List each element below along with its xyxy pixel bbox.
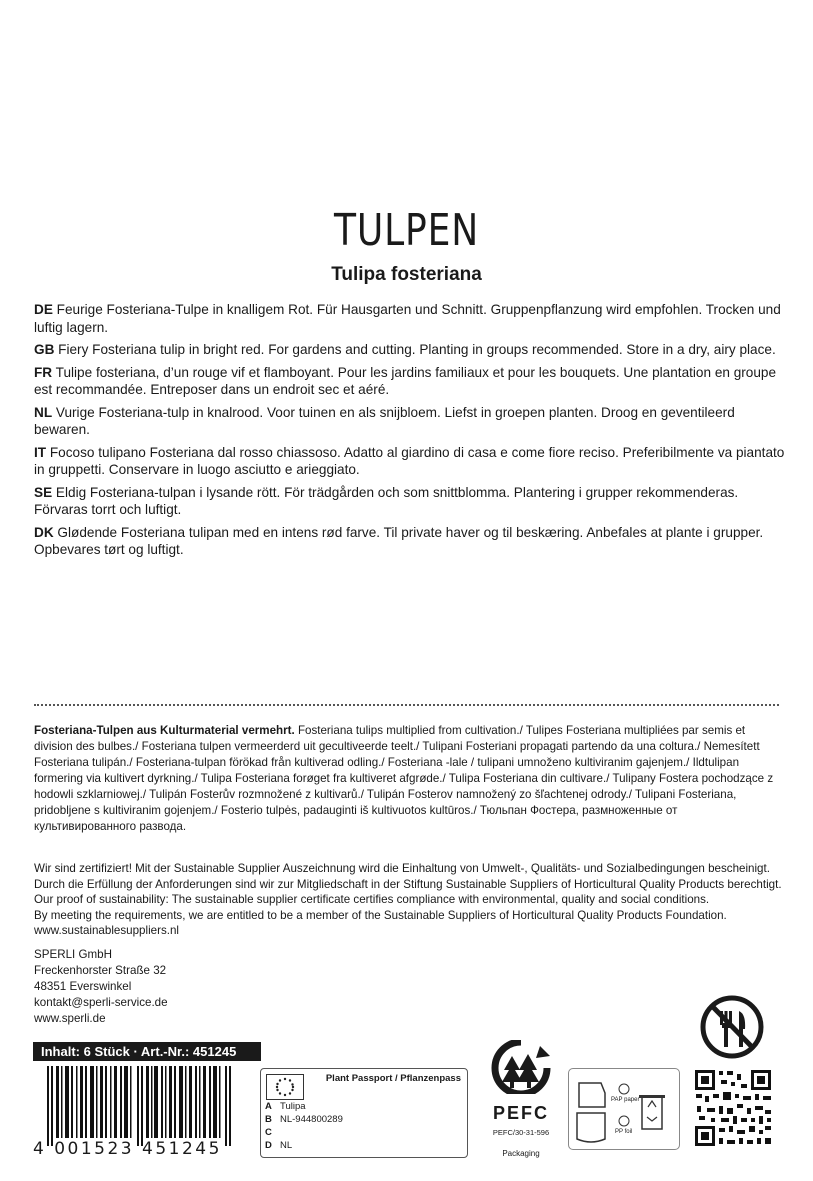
passport-row-c: C bbox=[265, 1127, 272, 1138]
description-dk: DK Glødende Fosteriana tulipan med en intens rød farve. Til private haver og til beskæring. Anbefales at plante i grupper. Opbevares tørt og luftigt. bbox=[34, 524, 764, 557]
qr-code-icon[interactable] bbox=[693, 1068, 773, 1148]
page-subtitle: Tulipa fosteriana bbox=[331, 264, 482, 285]
recycling-info: PAP paper PP foil bbox=[568, 1068, 680, 1150]
description-fr: FR Tulipe fosteriana, d’un rouge vif et flamboyant. Pour les jardins familiaux et pour les bouquets. Une plantation en groupe est recommandée. Entreposer dans un endroit sec et aéré. bbox=[34, 364, 777, 397]
passport-row-d: D NL bbox=[265, 1140, 293, 1151]
eu-flag-icon bbox=[266, 1074, 304, 1100]
description-se: SE Eldig Fosteriana-tulpan i lysande rött. För trädgården och som snittblomma. Plantering i grupper rekommenderas. Förvaras torrt och luftigt. bbox=[34, 484, 739, 517]
description-de: DE Feurige Fosteriana-Tulpe in knalligem Rot. Für Hausgarten und Schnitt. Gruppenpflanzung wird empfohlen. Trocken und luftig lagern. bbox=[34, 302, 781, 335]
pefc-trees-icon bbox=[490, 1040, 552, 1094]
certification-link[interactable]: www.sustainablesuppliers.nl bbox=[34, 924, 179, 937]
passport-title: Plant Passport / Pflanzenpass bbox=[325, 1073, 461, 1084]
dotted-divider bbox=[34, 704, 779, 706]
description-it: IT Focoso tulipano Fosteriana dal rosso chiassoso. Adatto al giardino di casa e come fiore reciso. Preferibilmente va piantato in gruppetti. Conservare in luogo asciutto e arieggiato. bbox=[34, 444, 785, 477]
website-link[interactable]: www.sperli.de bbox=[34, 1012, 106, 1025]
plant-passport bbox=[260, 1068, 468, 1158]
pefc-logo: PEFC PEFC/30-31-596 Packaging bbox=[487, 1040, 555, 1160]
descriptions bbox=[34, 301, 786, 564]
company-address: SPERLI GmbH Freckenhorster Straße 32 48351 Everswinkel kontakt@sperli-service.de www.sperli.de bbox=[34, 948, 168, 1025]
description-nl: NL Vurige Fosteriana-tulp in knalrood. Voor tuinen en als snijbloem. Liefst in groepen planten. Droog en geventileerd bewaren. bbox=[34, 404, 735, 437]
contact-email-link[interactable]: kontakt@sperli-service.de bbox=[34, 996, 168, 1009]
description-gb: GB Fiery Fosteriana tulip in bright red. For gardens and cutting. Planting in groups recommended. Store in a dry, airy place. bbox=[34, 342, 776, 357]
ean-number: 4 001523 451245 bbox=[33, 1139, 222, 1159]
passport-row-a: A Tulipa bbox=[265, 1101, 306, 1112]
no-food-icon bbox=[697, 993, 767, 1061]
page-title: TULPEN bbox=[333, 205, 480, 256]
recycle-icon bbox=[569, 1069, 679, 1149]
product-content-label: Inhalt: 6 Stück · Art.-Nr.: 451245 bbox=[33, 1042, 261, 1061]
origin-note: Fosteriana-Tulpen aus Kulturmaterial vermehrt. Fosteriana tulips multiplied from cultivation./ Tulipes Fosteriana multipliées par semis et division des bulbes./ Fosteriana tulpen vermeerderd uit gecultiveerde teelt./ Tulipani Fosteriani propagati partendo da una coltura./ Nemesített Fosteriana tulipán./ Fosteriana-tulpan förökad från kultiverad odling./ Fosteriana -lale / tulipani umnoženo kultiviranim gajenjem./ Ildtulipan formering via kultivert dyrkning./ Tulipa Fosteriana forøget fra kultiveret afgrøde./ Tulipa Fosteriana din cultivare./ Tulipany Fostera pochodzące z hodowli szklarniowej./ Tulipán Fosterův rozmnožené z kultivarů./ Tulipán Fosterov namnožený zo šľachtenej odrody./ Tulipani Fosteriana, pridobljene s kultiviranim gojenjem./ Fosterio tulpės, padauginti iš kultivuotos kultūros./ Тюльпан Фостера, размноженные от культивированного развода. bbox=[34, 724, 774, 833]
passport-row-b: B NL-944800289 bbox=[265, 1114, 343, 1125]
certification-text: Wir sind zertifiziert! Mit der Sustainable Supplier Auszeichnung wird die Einhaltung von Umwelt-, Qualitäts- und Sozialbedingungen bescheinigt. Durch die Erfüllung der Anforderungen sind wir zur Mitgliedschaft in der Stiftung Sustainable Suppliers of Horticultural Quality Products berechtigt. Our proof of sustainability: The sustainable supplier certificate certifies compliance with environmental, quality and social conditions. By meeting the requirements, we are entitled to be a member of the Sustainable Suppliers of Horticultural Quality Products Foundation. www.sustainablesuppliers.nl bbox=[34, 862, 782, 937]
